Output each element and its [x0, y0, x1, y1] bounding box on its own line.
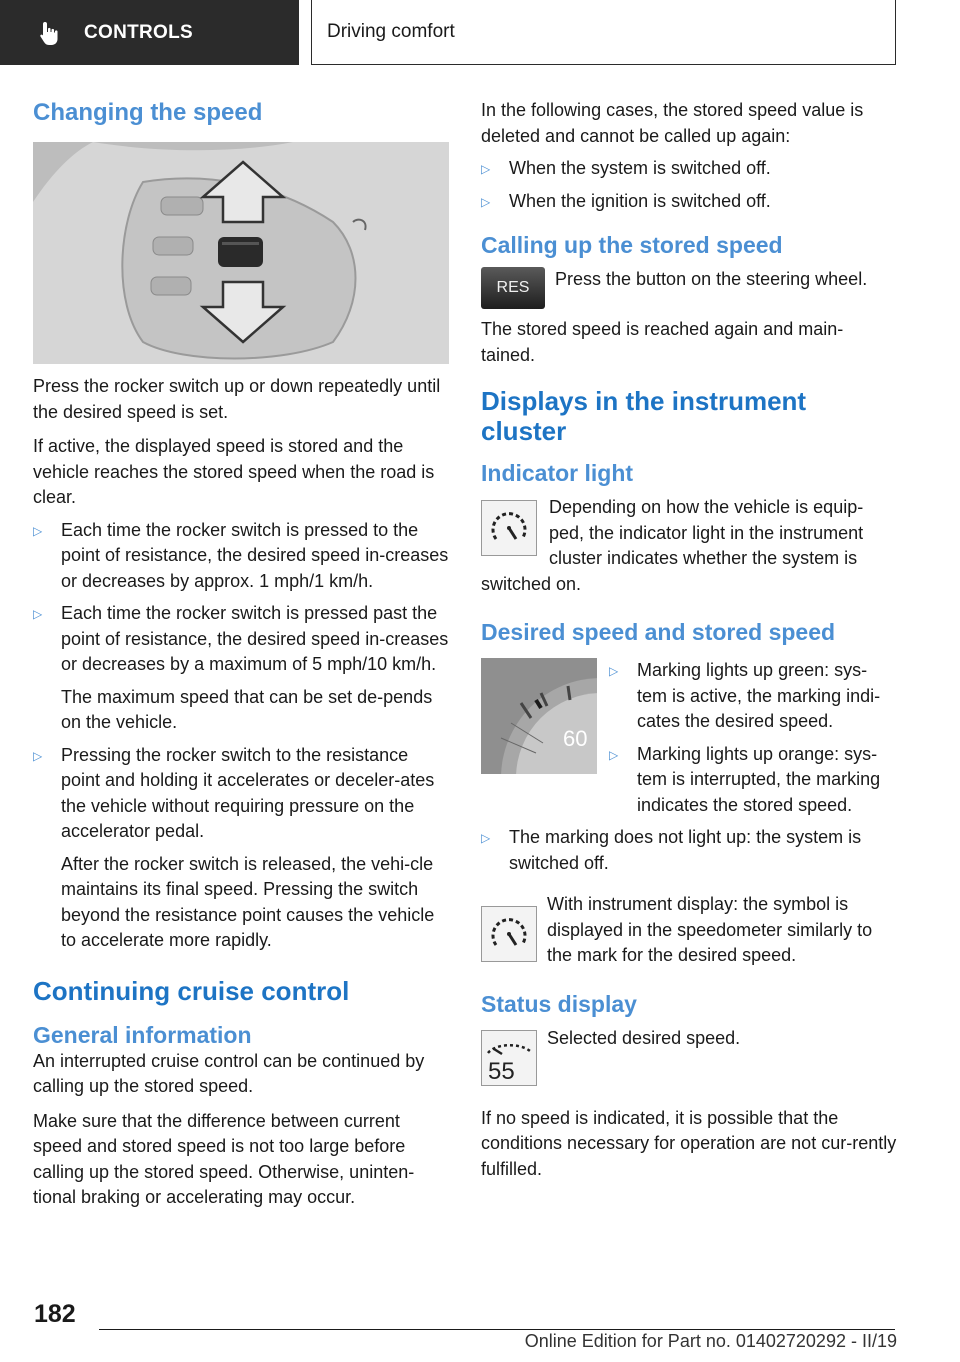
list-item	[481, 156, 897, 182]
heading-displays: Displays in the instrument cluster	[481, 386, 807, 446]
triangle-bullet-icon: ▷	[33, 748, 43, 763]
triangle-bullet-icon: ▷	[33, 523, 43, 538]
steering-wheel-illustration	[33, 142, 449, 364]
bullet-text: Marking lights up orange: sys-tem is interrupted, the marking indicates the stored speed.	[637, 743, 881, 815]
gauge-number: 60	[563, 726, 588, 751]
res-label: RES	[496, 279, 530, 296]
heading-indicator-light: Indicator light	[481, 460, 634, 486]
bullet-text: When the system is switched off.	[509, 158, 771, 178]
list-item	[33, 743, 449, 954]
bullet-text: When the ignition is switched off.	[509, 190, 771, 211]
bullet-text: Each time the rocker switch is pressed to the point of resistance, the desired speed in-creases or decreases by approx. 1 mph/1 km/h.	[61, 519, 449, 591]
bullet-note: After the rocker switch is released, the vehi-cle maintains its final speed. Pressing the switch beyond the resistance point causes the vehicle to accelerate more rapidly.	[61, 853, 435, 950]
list-item	[481, 825, 897, 876]
heading-status-display: Status display	[481, 990, 637, 1017]
section-tab[interactable]	[0, 0, 299, 65]
subheading-general-info: General information	[33, 1021, 252, 1048]
section-label: CONTROLS	[84, 21, 194, 43]
triangle-bullet-icon: ▷	[481, 162, 491, 176]
triangle-bullet-icon: ▷	[609, 747, 619, 762]
paragraph-following-cases: In the following cases, the stored speed value is deleted and cannot be called up again:	[481, 100, 864, 146]
bullet-note: The maximum speed that can be set de-pends on the vehicle.	[61, 686, 433, 732]
bullet-text: Each time the rocker switch is pressed past the point of resistance, the desired speed in-creases or decreases by a maximum of 5 mph/10 km/h.	[61, 603, 449, 674]
bullet-text: Pressing the rocker switch to the resistance point and holding it accelerates or deceler-ates the vehicle without requiring pressure on the accelerator pedal.	[61, 744, 435, 841]
instrument-display-row	[481, 892, 897, 969]
indicator-block	[481, 495, 897, 597]
paragraph-active: If active, the displayed speed is stored and the vehicle reaches the stored speed when the road is clear.	[33, 436, 435, 507]
heading-desired-stored: Desired speed and stored speed	[481, 619, 836, 645]
bullet-text: The marking does not light up: the system is switched off.	[509, 827, 862, 873]
status-number: 55	[488, 1057, 515, 1085]
bullet-text: Marking lights up green: sys-tem is active, the marking indi-cates the desired speed.	[637, 660, 881, 731]
list-item	[33, 518, 449, 595]
triangle-bullet-icon: ▷	[609, 664, 619, 678]
edition-note: Online Edition for Part no. 01402720292 - II/19	[524, 1331, 897, 1351]
list-item	[609, 658, 897, 735]
triangle-bullet-icon: ▷	[481, 194, 491, 209]
page-header	[0, 0, 960, 68]
triangle-bullet-icon: ▷	[33, 607, 43, 621]
right-column	[481, 98, 897, 1182]
res-text: Press the button on the steering wheel.	[555, 269, 868, 289]
indicator-text: Depending on how the vehicle is equip-ped, the indicator light in the instrument cluster indicates whether the system is switched on.	[481, 497, 864, 594]
heading-changing-speed: Changing the speed	[33, 99, 263, 126]
paragraph-no-speed: If no speed is indicated, it is possible that the conditions necessary for operation are not cur-rently fulfilled.	[481, 1107, 897, 1179]
left-column	[33, 98, 449, 1211]
gauge-row	[481, 658, 897, 818]
cruise-control-indicator-icon	[481, 906, 537, 969]
status-text: Selected desired speed.	[547, 1027, 741, 1048]
list-item	[33, 601, 449, 736]
cruise-control-indicator-icon	[481, 500, 537, 556]
triangle-bullet-icon: ▷	[481, 831, 491, 845]
steering-wheel-image	[33, 142, 449, 364]
speedometer-image	[481, 658, 597, 774]
paragraph-stored-reached: The stored speed is reached again and main-tained.	[481, 319, 844, 365]
page-number: 182	[34, 1300, 76, 1328]
instrument-text: With instrument display: the symbol is displayed in the speedometer similarly to the mark for the desired speed.	[547, 894, 873, 965]
heading-continuing: Continuing cruise control	[33, 975, 350, 1006]
res-button-icon	[481, 267, 545, 309]
status-display-icon	[481, 1030, 537, 1090]
res-row	[481, 267, 897, 309]
footer-divider	[99, 1329, 895, 1330]
paragraph-difference: Make sure that the difference between current speed and stored speed is not too large before calling up the stored speed. Otherwise, uninten-tional braking or accelerating may occur.	[33, 1110, 415, 1207]
list-item	[609, 742, 897, 819]
list-item	[481, 189, 897, 215]
chapter-title: Driving comfort	[327, 21, 455, 42]
chapter-title-box	[311, 0, 896, 65]
hand-pointer-icon	[38, 20, 62, 46]
heading-calling-up: Calling up the stored speed	[481, 232, 783, 258]
status-row	[481, 1026, 897, 1090]
paragraph-interrupted: An interrupted cruise control can be continued by calling up the stored speed.	[33, 1050, 425, 1096]
paragraph-rocker: Press the rocker switch up or down repeatedly until the desired speed is set.	[33, 376, 441, 422]
